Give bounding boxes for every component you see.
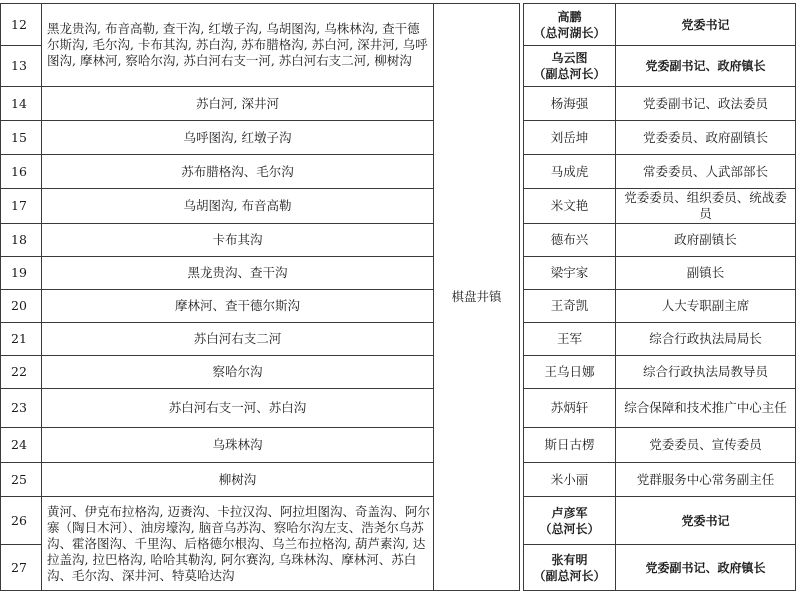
table-row xyxy=(1,224,796,257)
river-list: 乌胡图沟, 布音高勒 xyxy=(42,189,434,224)
row-number: 27 xyxy=(1,545,42,591)
chief-name-cell xyxy=(524,46,616,87)
chief-name: 王奇凯 xyxy=(524,290,616,323)
row-number: 15 xyxy=(1,121,42,155)
river-list: 苏布腊格沟、毛尔沟 xyxy=(42,155,434,189)
chief-name: 马成虎 xyxy=(524,155,616,189)
river-chief-table xyxy=(0,3,796,591)
chief-name: 刘岳坤 xyxy=(524,121,616,155)
chief-name: 高鹏 xyxy=(557,9,582,24)
chief-name: 梁宇家 xyxy=(524,257,616,290)
chief-title: 党委委员、宣传委员 xyxy=(616,428,796,463)
river-list: 黑龙贵沟、查干沟 xyxy=(42,257,434,290)
chief-name: 德布兴 xyxy=(524,224,616,257)
town-cell: 棋盘井镇 xyxy=(434,4,520,591)
river-list: 乌珠林沟 xyxy=(42,428,434,463)
row-number: 14 xyxy=(1,87,42,121)
table-row xyxy=(1,290,796,323)
chief-name-cell xyxy=(524,497,616,545)
chief-title: 综合行政执法局局长 xyxy=(616,323,796,356)
chief-title: 党委委员、政府副镇长 xyxy=(616,121,796,155)
chief-title: 党委副书记、政府镇长 xyxy=(616,545,796,591)
chief-name: 张有明 xyxy=(551,552,588,567)
river-list: 摩林河、查干德尔斯沟 xyxy=(42,290,434,323)
row-number: 18 xyxy=(1,224,42,257)
table-row xyxy=(1,189,796,224)
chief-name: 乌云图 xyxy=(551,51,588,65)
chief-name: 卢彦军 xyxy=(551,505,588,520)
row-number: 22 xyxy=(1,356,42,389)
chief-role-note: （副总河长） xyxy=(533,568,606,583)
row-number: 25 xyxy=(1,463,42,497)
row-number: 17 xyxy=(1,189,42,224)
chief-title: 人大专职副主席 xyxy=(616,290,796,323)
row-number: 19 xyxy=(1,257,42,290)
table-row xyxy=(1,323,796,356)
chief-title: 党群服务中心常务副主任 xyxy=(616,463,796,497)
chief-title: 党委书记 xyxy=(616,497,796,545)
table-row xyxy=(1,389,796,428)
row-number: 12 xyxy=(1,4,42,46)
row-number: 16 xyxy=(1,155,42,189)
table-row xyxy=(1,155,796,189)
table-row xyxy=(1,497,796,545)
river-list: 卡布其沟 xyxy=(42,224,434,257)
river-list: 察哈尔沟 xyxy=(42,356,434,389)
river-list: 黑龙贵沟, 布音高勒, 查干沟, 红墩子沟, 乌胡图沟, 乌株林沟, 查干德尔斯沟, 毛尔沟, 卡布其沟, 苏白沟, 苏布腊格沟, 苏白河, 深井河, 乌呼图沟, 摩林河, 察哈尔沟, 苏白河右支一河, 苏白河右支二河, 柳树沟 xyxy=(42,4,434,87)
chief-title: 党委副书记、政法委员 xyxy=(616,87,796,121)
chief-name: 苏炳轩 xyxy=(524,389,616,428)
row-number: 21 xyxy=(1,323,42,356)
chief-title: 政府副镇长 xyxy=(616,224,796,257)
row-number: 26 xyxy=(1,497,42,545)
table-row xyxy=(1,257,796,290)
chief-title: 党委副书记、政府镇长 xyxy=(616,46,796,87)
table-row xyxy=(1,428,796,463)
chief-name: 米文艳 xyxy=(524,189,616,224)
chief-title: 综合行政执法局教导员 xyxy=(616,356,796,389)
chief-title: 党委书记 xyxy=(616,4,796,46)
chief-role-note: （副总河长） xyxy=(533,67,606,81)
chief-name: 斯日古楞 xyxy=(524,428,616,463)
river-list: 苏白河右支一河、苏白沟 xyxy=(42,389,434,428)
row-number: 24 xyxy=(1,428,42,463)
row-number: 20 xyxy=(1,290,42,323)
chief-title: 副镇长 xyxy=(616,257,796,290)
chief-role-note: （总河长） xyxy=(539,521,600,536)
chief-title: 常委委员、人武部部长 xyxy=(616,155,796,189)
table-row xyxy=(1,87,796,121)
river-list: 黄河、伊克布拉格沟, 迈赉沟、卡拉汉沟、阿拉坦图沟、奇盖沟、阿尔寨（陶日木河）、油房壕沟, 脑音乌苏沟、察哈尔沟左支、浩尧尔乌苏沟、霍洛图沟、千里沟、后格德尔根沟、乌兰布拉格沟, 葫芦素沟, 达拉盖沟, 拉巴格沟, 哈哈其勒沟, 阿尔赛沟, 乌珠林沟、摩林河、苏白沟、毛尔沟、深井河、特莫哈达沟 xyxy=(42,497,434,591)
river-list: 苏白河, 深井河 xyxy=(42,87,434,121)
row-number: 23 xyxy=(1,389,42,428)
table-row xyxy=(1,463,796,497)
table-row xyxy=(1,356,796,389)
table-row xyxy=(1,121,796,155)
chief-name: 米小丽 xyxy=(524,463,616,497)
river-list: 乌呼图沟, 红墩子沟 xyxy=(42,121,434,155)
row-number: 13 xyxy=(1,46,42,87)
chief-name: 王军 xyxy=(524,323,616,356)
chief-role-note: （总河湖长） xyxy=(533,25,606,40)
river-list: 苏白河右支二河 xyxy=(42,323,434,356)
chief-title: 综合保障和技术推广中心主任 xyxy=(616,389,796,428)
chief-name: 杨海强 xyxy=(524,87,616,121)
chief-name-cell xyxy=(524,4,616,46)
chief-title: 党委委员、组织委员、统战委员 xyxy=(616,189,796,224)
table-row xyxy=(1,4,796,46)
chief-name-cell xyxy=(524,545,616,591)
river-list: 柳树沟 xyxy=(42,463,434,497)
chief-name: 王乌日娜 xyxy=(524,356,616,389)
